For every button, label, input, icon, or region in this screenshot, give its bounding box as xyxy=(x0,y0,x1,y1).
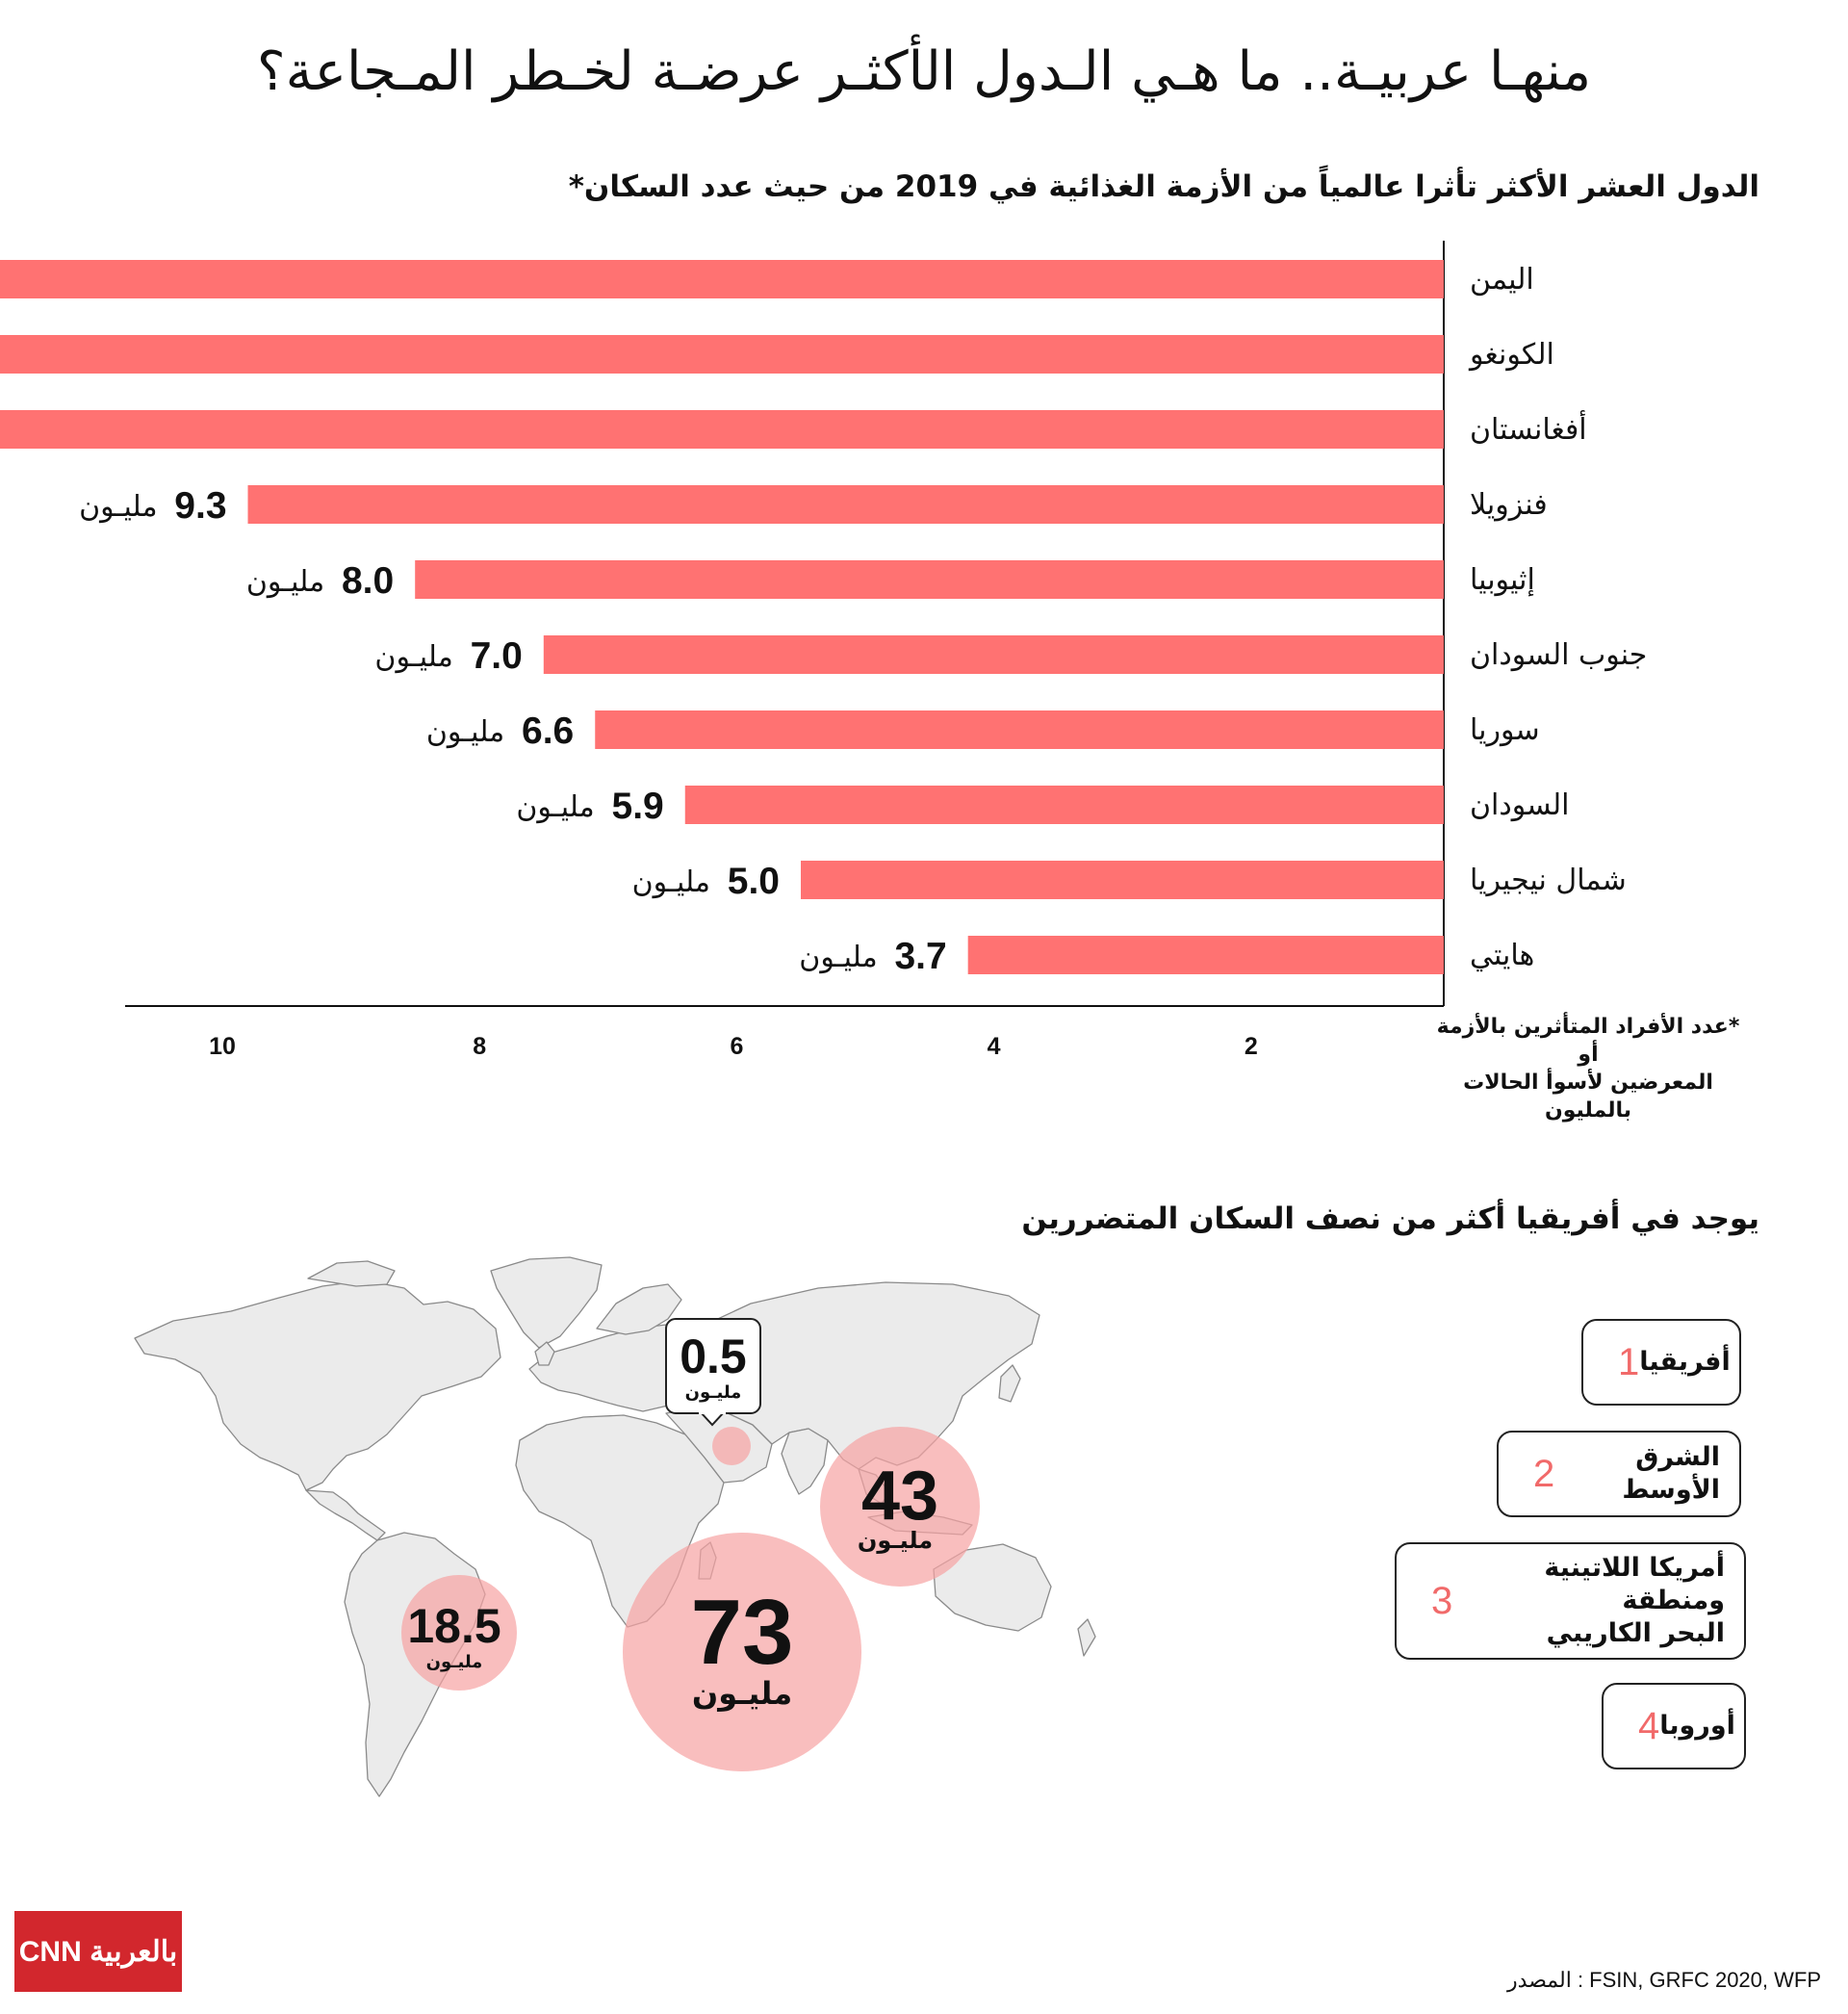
bubble-europe xyxy=(712,1427,751,1465)
x-tick-label: 4 xyxy=(987,1033,1001,1060)
category-label: الكونغو xyxy=(1470,338,1554,372)
map-title: يوجد في أفريقيا أكثر من نصف السكان المتضررين xyxy=(1021,1201,1759,1236)
x-tick-label: 8 xyxy=(473,1033,487,1060)
data-label-unit: مليـون xyxy=(374,640,453,674)
bubble-middle-east-value: 43 xyxy=(860,1458,939,1535)
legend-item-middle-east xyxy=(1497,1431,1741,1517)
data-label-value: 5.0 xyxy=(727,861,780,902)
legend-number: 1 xyxy=(1618,1340,1640,1383)
axis-note-line: المعرضين لأسوأ الحالات xyxy=(1463,1071,1713,1095)
legend-label-line: أفريقيا xyxy=(1639,1347,1731,1377)
legend-item-africa xyxy=(1581,1319,1741,1406)
data-label-value: 6.6 xyxy=(522,710,575,752)
legend-item-latin-america xyxy=(1395,1542,1746,1660)
category-label: إثيوبيا xyxy=(1470,563,1535,597)
bubble-middle-east-unit: مليـون xyxy=(857,1527,934,1554)
legend-label xyxy=(1554,1441,1720,1507)
axis-note-line: *عدد الأفراد المتأثرين بالأزمة أو xyxy=(1436,1015,1740,1067)
legend-number: 2 xyxy=(1533,1452,1555,1495)
bubble-latin-america-unit: مليـون xyxy=(425,1652,483,1672)
data-label-unit: مليـون xyxy=(631,865,710,899)
logo: CNN بالعربية xyxy=(14,1911,182,1992)
category-label: جنوب السودان xyxy=(1470,638,1648,672)
bubble-africa-value: 73 xyxy=(690,1581,794,1684)
category-label: شمال نيجيريا xyxy=(1470,864,1627,897)
axis-note-line: بالمليون xyxy=(1544,1098,1632,1123)
legend-label xyxy=(1659,1710,1735,1743)
category-label: اليمن xyxy=(1470,263,1534,297)
data-label-value: 8.0 xyxy=(341,560,395,602)
bubble-latin-america-value: 18.5 xyxy=(407,1599,501,1653)
data-label-value: 9.3 xyxy=(174,485,227,527)
legend-number: 3 xyxy=(1431,1579,1453,1622)
page-title: منهـا عربيـة.. ما هـي الـدول الأكثـر عرضـة لخـطر المـجاعة؟ xyxy=(256,40,1592,103)
data-label-unit: مليـون xyxy=(799,941,878,974)
x-tick-label: 2 xyxy=(1244,1033,1258,1060)
category-label: السودان xyxy=(1470,788,1570,822)
x-tick-label: 6 xyxy=(730,1033,744,1060)
legend-label xyxy=(1452,1552,1725,1650)
chart-subtitle: الدول العشر الأكثر تأثرا عالمياً من الأزمة الغذائية في 2019 من حيث عدد السكان* xyxy=(568,169,1759,204)
category-label: أفغانستان xyxy=(1470,413,1587,447)
bubble-europe-unit: مليـون xyxy=(684,1382,742,1403)
legend-label-line: البحر الكاريبي xyxy=(1546,1618,1725,1648)
legend-label-line: أمريكا اللاتينية ومنطقة xyxy=(1544,1553,1725,1615)
bubble-africa-unit: مليـون xyxy=(691,1675,793,1712)
source-note: المصدر : FSIN, GRFC 2020, WFP xyxy=(1507,1968,1821,1992)
legend-label-line: أوروبا xyxy=(1659,1711,1735,1741)
data-label-value: 5.9 xyxy=(611,786,664,827)
legend-label-line: الشرق الأوسط xyxy=(1622,1442,1720,1505)
category-label: سوريا xyxy=(1470,713,1540,747)
x-tick-label: 10 xyxy=(209,1033,236,1060)
category-label: فنزويلا xyxy=(1470,488,1548,522)
category-label: هايتي xyxy=(1470,939,1535,972)
legend-label xyxy=(1639,1346,1730,1379)
legend-number: 4 xyxy=(1638,1704,1660,1747)
data-label-unit: مليـون xyxy=(425,715,505,749)
bubble-europe-value: 0.5 xyxy=(680,1330,747,1383)
data-label-unit: مليـون xyxy=(245,565,325,599)
legend-item-europe xyxy=(1602,1683,1746,1769)
data-label-unit: مليـون xyxy=(79,490,158,524)
data-label-value: 3.7 xyxy=(894,936,947,977)
data-label-value: 7.0 xyxy=(470,635,523,677)
data-label-unit: مليـون xyxy=(516,790,595,824)
